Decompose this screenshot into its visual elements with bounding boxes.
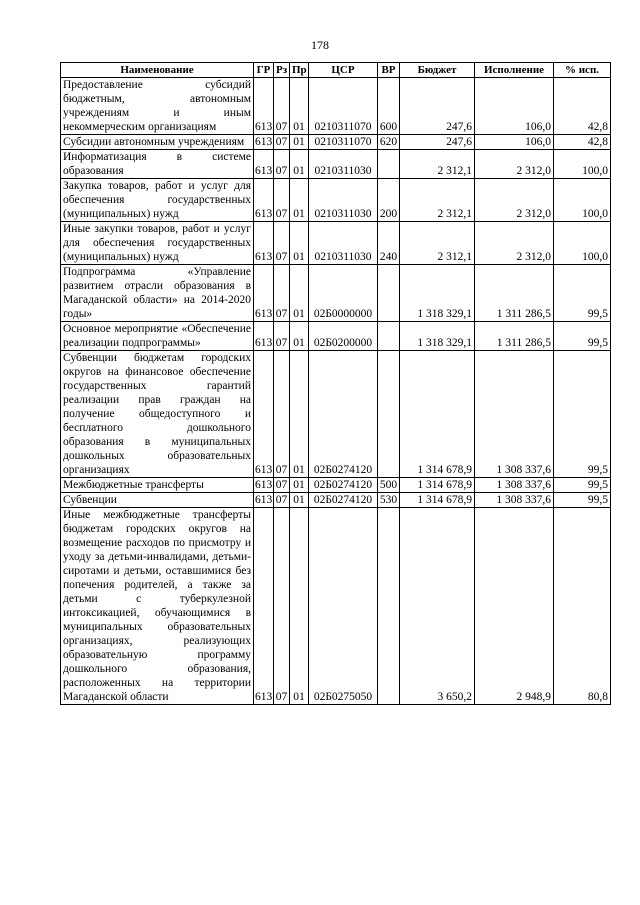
row-vr — [378, 265, 400, 322]
row-csr: 02Б0275050 — [309, 508, 378, 705]
row-execution: 106,0 — [475, 78, 554, 135]
row-budget: 247,6 — [400, 135, 475, 150]
row-rz: 07 — [274, 265, 290, 322]
table-row — [61, 150, 611, 179]
row-vr: 600 — [378, 78, 400, 135]
row-percent: 100,0 — [554, 222, 611, 265]
row-percent: 42,8 — [554, 135, 611, 150]
row-rz: 07 — [274, 351, 290, 478]
table-row — [61, 508, 611, 705]
row-name: Межбюджетные трансферты — [61, 478, 254, 493]
row-pr: 01 — [290, 222, 309, 265]
row-percent: 80,8 — [554, 508, 611, 705]
row-budget: 3 650,2 — [400, 508, 475, 705]
header-name: Наименование — [61, 63, 254, 78]
row-name: Информатизация в системе образования — [61, 150, 254, 179]
row-csr: 02Б0274120 — [309, 478, 378, 493]
row-execution: 1 311 286,5 — [475, 322, 554, 351]
row-execution: 1 308 337,6 — [475, 493, 554, 508]
row-rz: 07 — [274, 135, 290, 150]
header-rz: Рз — [274, 63, 290, 78]
row-name: Предоставление субсидий бюджетным, автономным учреждениям и иным некоммерческим организациям — [61, 78, 254, 135]
row-percent: 99,5 — [554, 478, 611, 493]
header-csr: ЦСР — [309, 63, 378, 78]
row-vr: 620 — [378, 135, 400, 150]
row-budget: 2 312,1 — [400, 222, 475, 265]
table-row — [61, 351, 611, 478]
row-csr: 0210311030 — [309, 150, 378, 179]
row-csr: 0210311030 — [309, 179, 378, 222]
row-csr: 0210311030 — [309, 222, 378, 265]
row-rz: 07 — [274, 222, 290, 265]
row-name: Иные закупки товаров, работ и услуг для обеспечения государственных (муниципальных) нужд — [61, 222, 254, 265]
row-vr: 240 — [378, 222, 400, 265]
row-name: Закупка товаров, работ и услуг для обеспечения государственных (муниципальных) нужд — [61, 179, 254, 222]
row-percent: 99,5 — [554, 493, 611, 508]
row-execution: 2 312,0 — [475, 222, 554, 265]
row-budget: 1 318 329,1 — [400, 265, 475, 322]
row-percent: 99,5 — [554, 322, 611, 351]
row-name: Субсидии автономным учреждениям — [61, 135, 254, 150]
row-gr: 613 — [255, 136, 273, 148]
row-execution: 2 312,0 — [475, 150, 554, 179]
row-name: Иные межбюджетные трансферты бюджетам городских округов на возмещение расходов по присмотру и уходу за детьми-инвалидами, детьми-сиротами и детьми, оставшимися без попечения родителей, а также за детьми с туберкулезной интоксикацией, обучающимися в муниципальных образовательных организациях, реализующих образовательную программу дошкольного образования, расположенных на территории Магаданской области — [61, 508, 254, 705]
row-pr: 01 — [290, 265, 309, 322]
row-budget: 1 318 329,1 — [400, 322, 475, 351]
row-budget: 1 314 678,9 — [400, 493, 475, 508]
header-budget: Бюджет — [400, 63, 475, 78]
row-rz: 07 — [274, 78, 290, 135]
header-execution: Исполнение — [475, 63, 554, 78]
row-gr: 613 — [254, 150, 274, 179]
row-name: Подпрограмма «Управление развитием отрасли образования в Магаданской области» на 2014-2020 годы» — [61, 265, 254, 322]
header-vr: ВР — [378, 63, 400, 78]
row-gr: 613 — [254, 265, 274, 322]
row-pr: 01 — [290, 478, 309, 493]
row-gr: 613 — [254, 322, 274, 351]
row-gr: 613 — [255, 494, 273, 506]
row-csr: 0210311070 — [309, 78, 378, 135]
row-pr: 01 — [290, 135, 309, 150]
table-row — [61, 493, 611, 508]
table-row — [61, 179, 611, 222]
row-pr: 01 — [290, 78, 309, 135]
row-execution: 2 312,0 — [475, 179, 554, 222]
row-execution: 1 311 286,5 — [475, 265, 554, 322]
row-budget: 1 314 678,9 — [400, 478, 475, 493]
row-gr: 613 — [254, 179, 274, 222]
row-percent: 99,5 — [554, 351, 611, 478]
row-vr — [378, 322, 400, 351]
row-percent: 42,8 — [554, 78, 611, 135]
row-vr — [378, 150, 400, 179]
table-row — [61, 322, 611, 351]
table-row — [61, 78, 611, 135]
row-vr: 530 — [378, 493, 400, 508]
row-percent: 99,5 — [554, 265, 611, 322]
row-gr: 613 — [254, 508, 274, 705]
row-percent: 100,0 — [554, 150, 611, 179]
row-name: Основное мероприятие «Обеспечение реализации подпрограммы» — [61, 322, 254, 351]
row-execution: 2 948,9 — [475, 508, 554, 705]
table-row — [61, 222, 611, 265]
row-execution: 106,0 — [475, 135, 554, 150]
row-csr: 02Б0274120 — [309, 493, 378, 508]
row-csr: 0210311070 — [309, 135, 378, 150]
table-row — [61, 135, 611, 150]
row-gr: 613 — [254, 351, 274, 478]
header-gr: ГР — [254, 63, 274, 78]
row-rz: 07 — [274, 150, 290, 179]
row-pr: 01 — [290, 150, 309, 179]
row-vr: 200 — [378, 179, 400, 222]
row-budget: 2 312,1 — [400, 150, 475, 179]
row-execution: 1 308 337,6 — [475, 351, 554, 478]
row-rz: 07 — [274, 508, 290, 705]
page-number: 178 — [311, 38, 329, 52]
header-pr: Пр — [290, 63, 309, 78]
row-vr: 500 — [378, 478, 400, 493]
row-vr — [378, 351, 400, 478]
row-budget: 2 312,1 — [400, 179, 475, 222]
header-percent: % исп. — [554, 63, 611, 78]
row-pr: 01 — [290, 508, 309, 705]
row-rz: 07 — [274, 179, 290, 222]
table-row — [61, 265, 611, 322]
row-budget: 1 314 678,9 — [400, 351, 475, 478]
row-percent: 100,0 — [554, 179, 611, 222]
row-pr: 01 — [290, 351, 309, 478]
row-rz: 07 — [274, 322, 290, 351]
row-rz: 07 — [274, 478, 290, 493]
row-execution: 1 308 337,6 — [475, 478, 554, 493]
row-name: Субвенции — [61, 493, 254, 508]
row-vr — [378, 508, 400, 705]
row-pr: 01 — [290, 493, 309, 508]
row-gr: 613 — [254, 222, 274, 265]
row-pr: 01 — [290, 179, 309, 222]
budget-table — [60, 62, 611, 705]
row-csr: 02Б0000000 — [309, 265, 378, 322]
row-csr: 02Б0274120 — [309, 351, 378, 478]
row-gr: 613 — [254, 78, 274, 135]
row-csr: 02Б0200000 — [309, 322, 378, 351]
table-header-row — [61, 63, 611, 78]
row-gr: 613 — [255, 479, 273, 491]
row-pr: 01 — [290, 322, 309, 351]
row-name: Субвенции бюджетам городских округов на финансовое обеспечение государственных гарантий реализации прав граждан на получение общедоступного и бесплатного дошкольного образования в муниципальных дошкольных образовательных организациях — [61, 351, 254, 478]
row-budget: 247,6 — [400, 78, 475, 135]
row-rz: 07 — [274, 493, 290, 508]
table-row — [61, 478, 611, 493]
